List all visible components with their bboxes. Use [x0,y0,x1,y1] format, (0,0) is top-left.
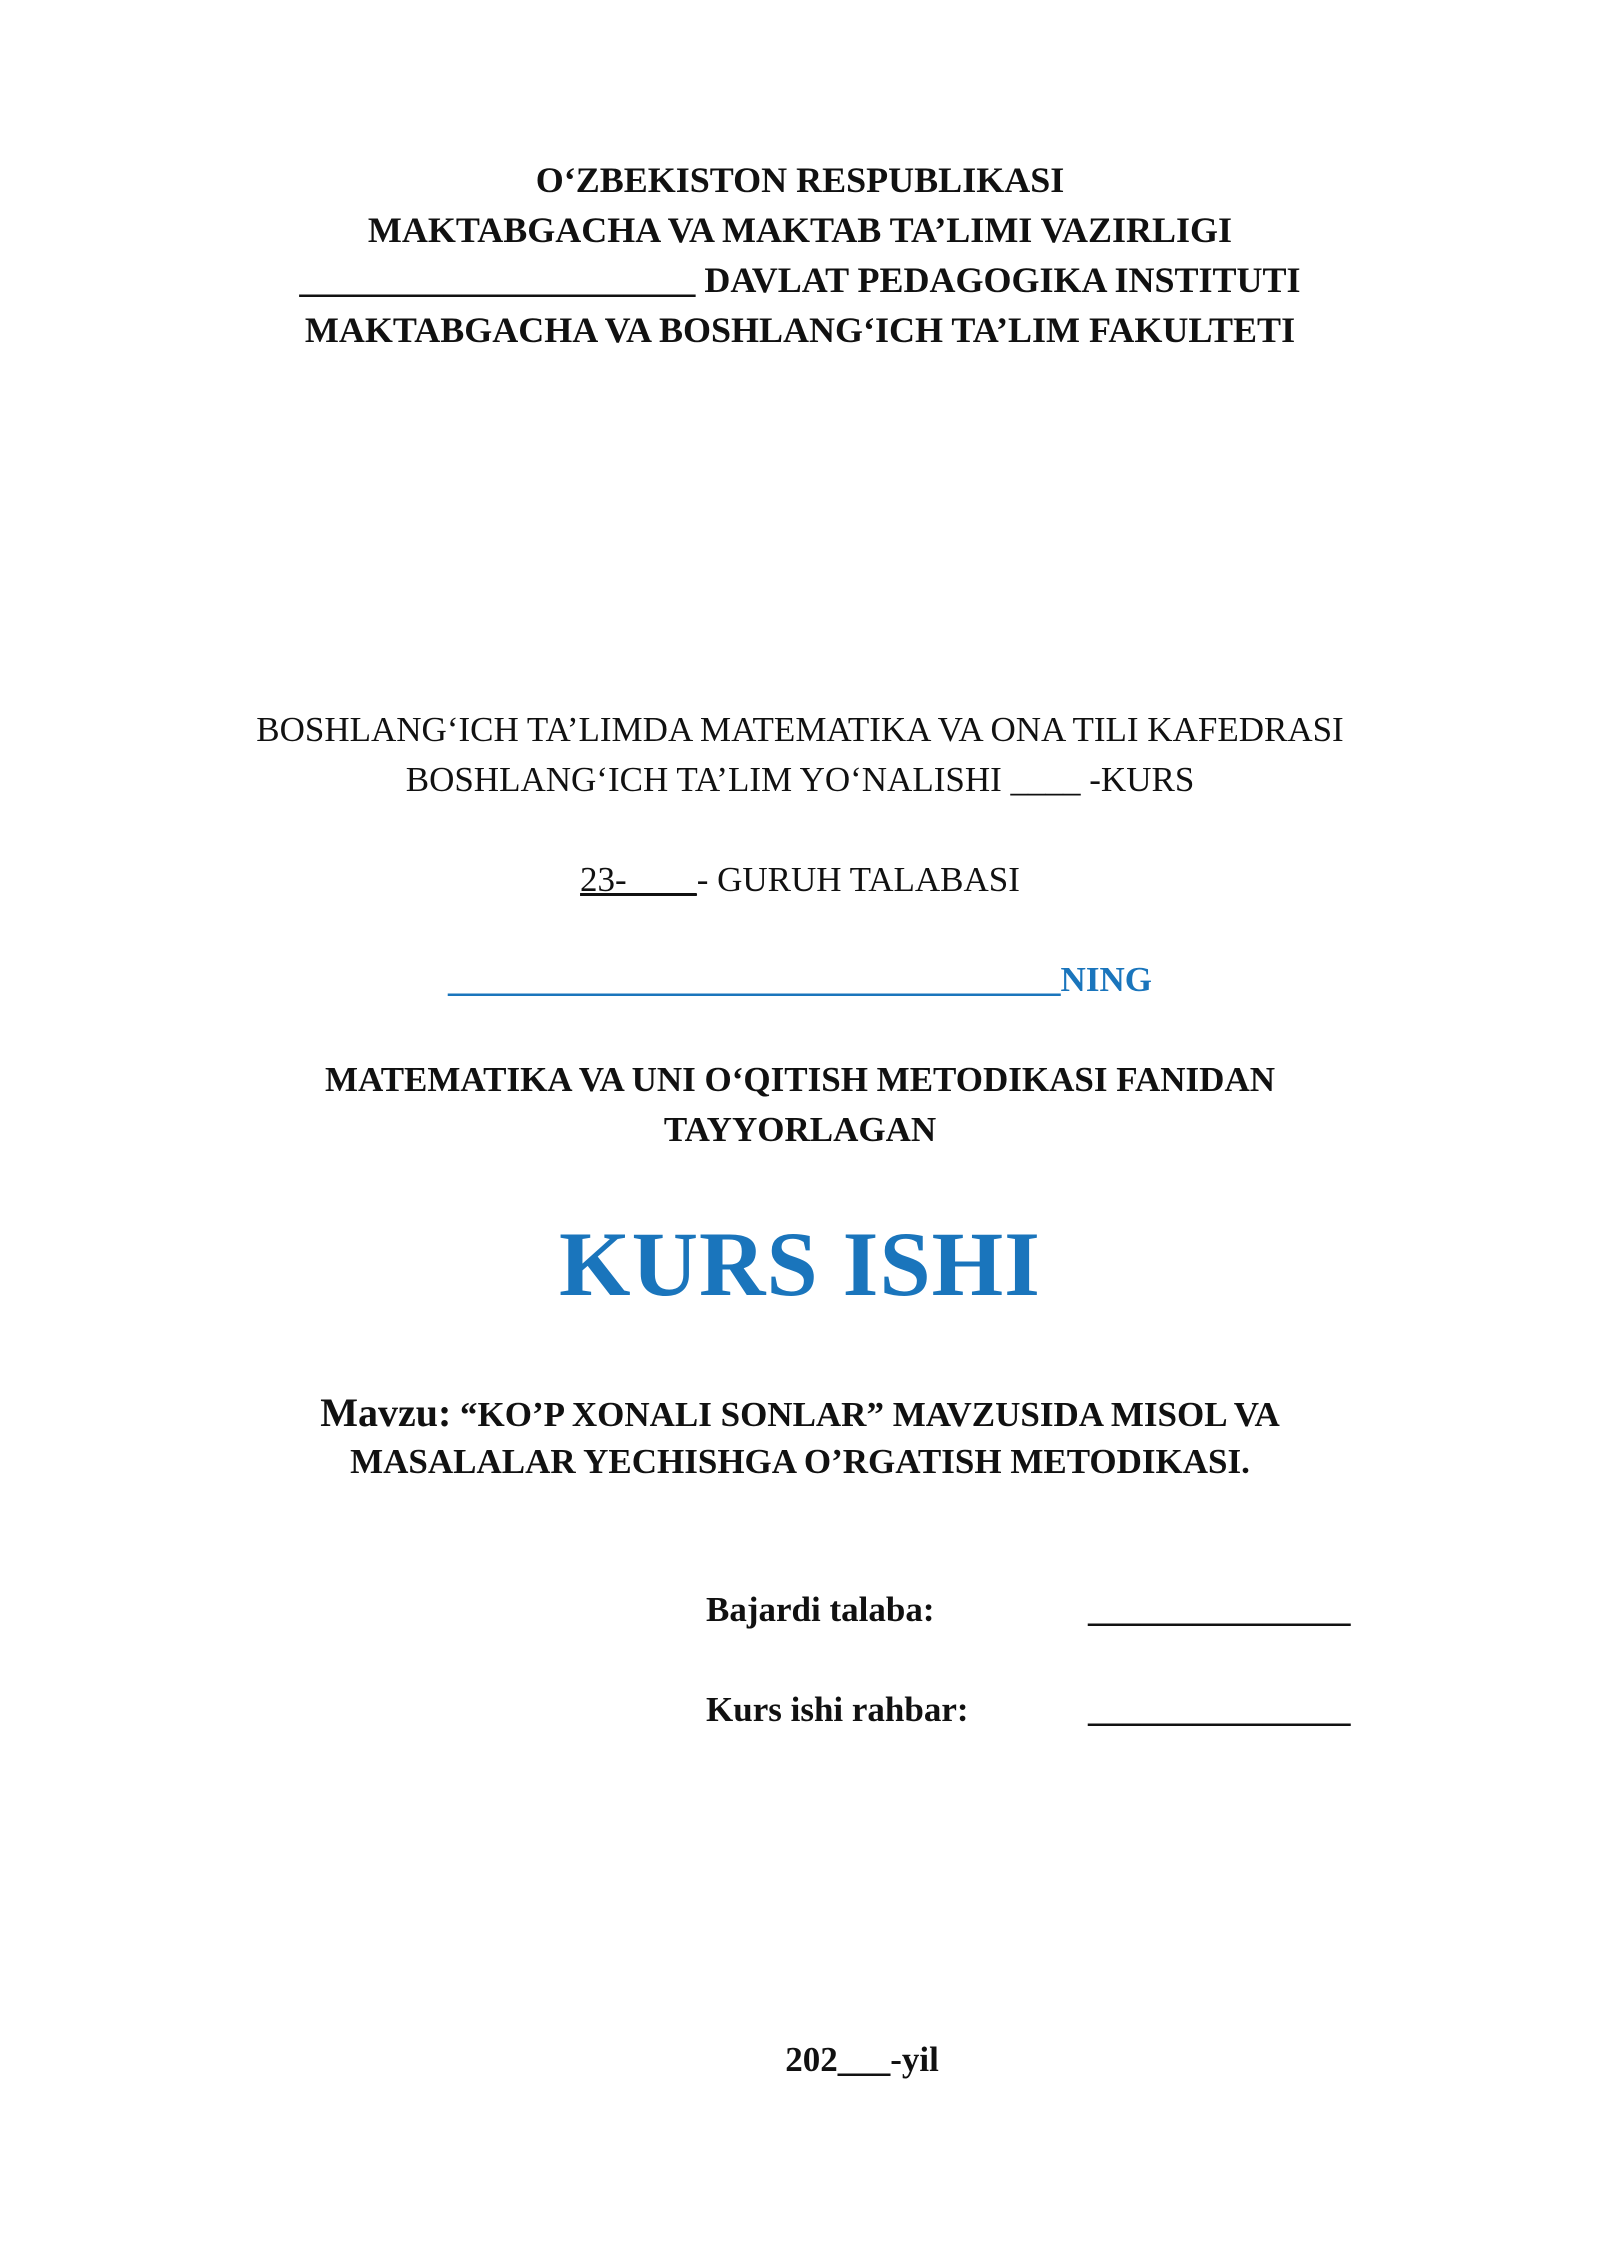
group-line [0,862,1600,897]
group-number: 23-____ [580,860,697,899]
subject-line-2: TAYYORLAGAN [663,1110,937,1149]
topic-line-2: MASALALAR YECHISHGA O’RGATISH METODIKASI. [350,1442,1250,1481]
advisor-signature-blank: _______________ [1088,1690,1351,1729]
department-name: BOSHLANG‘ICH TA’LIMDA MATEMATIKA VA ONA TILI KAFEDRASI [256,710,1344,749]
document-title: KURS ISHI [559,1213,1041,1315]
group-suffix: - GURUH TALABASI [696,860,1020,899]
topic-line-1 [0,1390,1600,1435]
ministry-name: MAKTABGACHA VA MAKTAB TA’LIMI VAZIRLIGI [367,210,1233,250]
topic-text-1: “KO’P XONALI SONLAR” MAVZUSIDA MISOL VA [451,1395,1280,1434]
student-name-blank: ___________________________________ [448,960,1061,999]
subject-line-1: MATEMATIKA VA UNI O‘QITISH METODIKASI FANIDAN [324,1060,1275,1099]
direction-course: BOSHLANG‘ICH TA’LIM YO‘NALISHI ____ -KURS [405,760,1195,799]
year: 202___-yil [785,2040,939,2079]
student-signature-blank: _______________ [1088,1590,1351,1629]
institute-name: ______________________ DAVLAT PEDAGOGIKA INSTITUTI [299,260,1301,300]
advisor-signature-label: Kurs ishi rahbar: [706,1690,969,1729]
student-signature-label: Bajardi talaba: [706,1590,935,1629]
student-name-line [0,962,1600,997]
topic-label: Mavzu: [320,1390,452,1435]
ministry-country: O‘ZBEKISTON RESPUBLIKASI [535,160,1065,200]
faculty-name: MAKTABGACHA VA BOSHLANG‘ICH TA’LIM FAKULTETI [304,310,1296,350]
student-name-suffix: NING [1060,960,1152,999]
